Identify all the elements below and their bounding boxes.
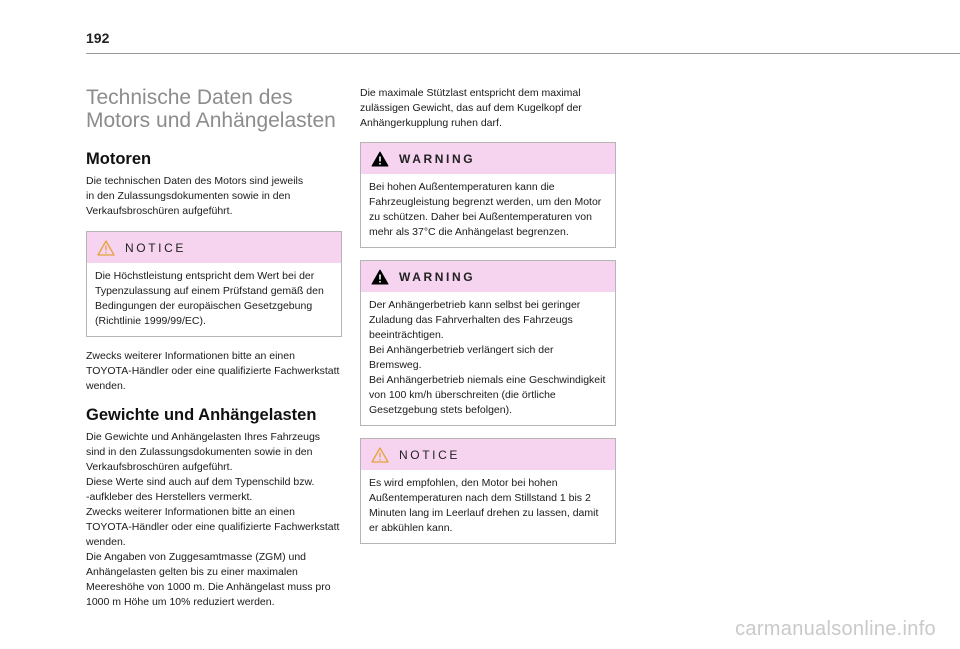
notice-box-2-text: Es wird empfohlen, den Motor bei hohen Außentemperaturen nach dem Stillstand 1 bis 2 Minuten lang im Leerlauf drehen zu lassen, damit er abkühlen kann. [369, 477, 599, 534]
watermark: carmanualsonline.info [735, 618, 936, 640]
warning-triangle-icon [371, 269, 389, 285]
right-column [360, 86, 616, 556]
header-rule [86, 53, 960, 54]
warning-box-2-header [361, 261, 615, 292]
warning-box-2-label: WARNING [399, 269, 476, 284]
section-heading-gewichte: Gewichte und Anhängelasten [86, 406, 317, 424]
warning-box-1 [360, 142, 616, 248]
motoren-more-info-text: Zwecks weiterer Informationen bitte an einen TOYOTA-Händler oder eine qualifizierte Fachwerkstatt wenden. [86, 350, 340, 392]
section-heading-motoren: Motoren [86, 150, 152, 168]
notice-box-1-header [87, 232, 341, 263]
notice-box-1 [86, 231, 342, 337]
notice-box-2-header [361, 439, 615, 470]
notice-box-2-label: NOTICE [399, 447, 460, 462]
page-title-line-1: Technische Daten des [86, 86, 293, 109]
motoren-text: Die technischen Daten des Motors sind jeweils in den Zulassungsdokumenten sowie in den Verkaufsbroschüren aufgeführt. [86, 175, 304, 217]
warning-box-2 [360, 260, 616, 426]
warning-box-2-text: Der Anhängerbetrieb kann selbst bei geringer Zuladung das Fahrverhalten des Fahrzeugs beeinträchtigen. Bei Anhängerbetrieb verlängert sich der Bremsweg. Bei Anhängerbetrieb niemals eine Geschwindigkeit von 100 km/h überschreiten (die örtliche Gesetzgebung stets befolgen). [369, 299, 606, 416]
notice-box-2 [360, 438, 616, 544]
notice-warning-triangle-icon [371, 447, 389, 463]
warning-box-1-header [361, 143, 615, 174]
warning-triangle-icon [371, 151, 389, 167]
page-title [86, 86, 342, 132]
page-title-line-2: Motors und Anhängelasten [86, 109, 336, 132]
left-column [86, 86, 342, 610]
stuetzlast-text: Die maximale Stützlast entspricht dem maximal zulässigen Gewicht, das auf dem Kugelkopf der Anhängerkupplung ruhen darf. [360, 87, 582, 129]
warning-box-1-label: WARNING [399, 151, 476, 166]
notice-warning-triangle-icon [97, 240, 115, 256]
notice-box-1-label: NOTICE [125, 240, 186, 255]
gewichte-text: Die Gewichte und Anhängelasten Ihres Fahrzeugs sind in den Zulassungsdokumenten sowie in den Verkaufsbroschüren aufgeführt. Diese Werte sind auch auf dem Typenschild bzw. -aufkleber des Herstellers vermerkt. Zwecks weiterer Informationen bitte an einen TOYOTA-Händler oder eine qualifizierte Fachwerkstatt wenden. Die Angaben von Zuggesamtmasse (ZGM) und Anhängelasten gelten bis zu einer maximalen Meereshöhe von 1000 m. Die Anhängelast muss pro 1000 m Höhe um 10% reduziert werden. [86, 431, 340, 608]
page-number: 192 [86, 30, 110, 46]
notice-box-1-text: Die Höchstleistung entspricht dem Wert bei der Typenzulassung auf einem Prüfstand gemäß den Bedingungen der europäischen Gesetzgebung (Richtlinie 1999/99/EC). [95, 270, 324, 327]
warning-box-1-text: Bei hohen Außentemperaturen kann die Fahrzeugleistung begrenzt werden, um den Motor zu schützen. Daher bei Außentemperaturen von mehr als 37°C die Anhängelast begrenzen. [369, 181, 602, 238]
